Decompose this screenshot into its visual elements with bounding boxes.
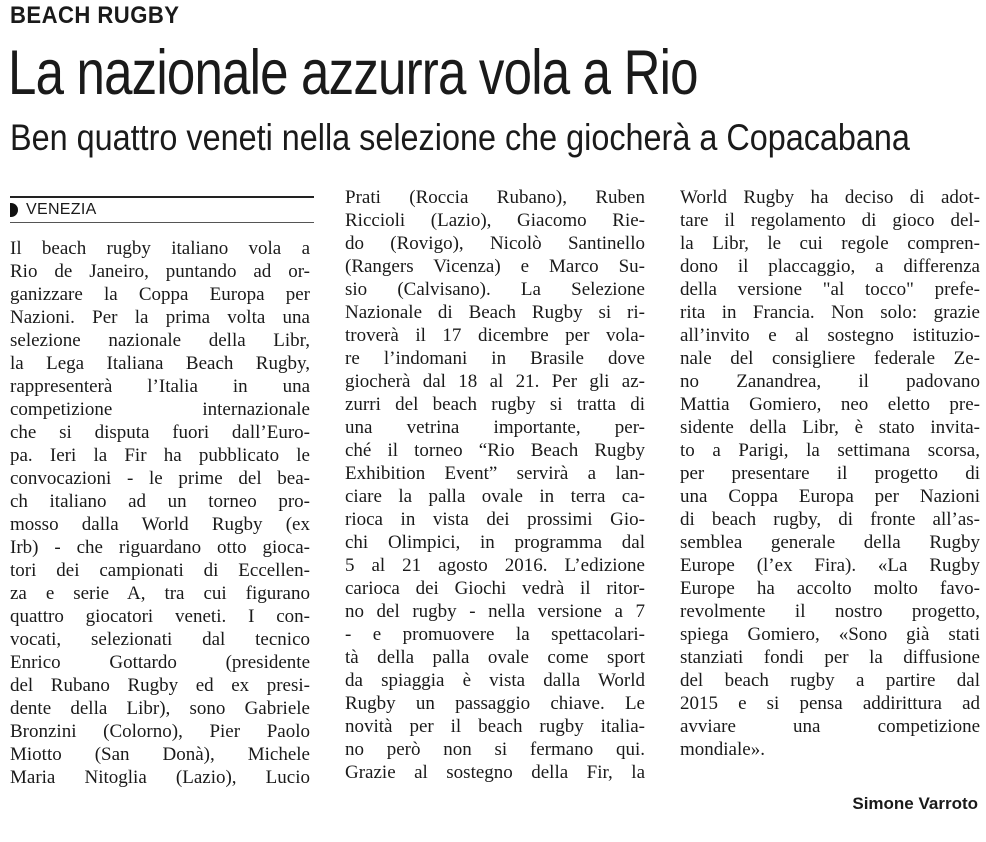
article-line: competizione internazionale <box>10 399 310 420</box>
section-kicker: BEACH RUGBY <box>10 2 180 29</box>
article-line: za e serie A, tra cui figurano <box>10 583 310 604</box>
article-line: tà della palla ovale come sport <box>345 647 645 668</box>
article-line: una Coppa Europa per Nazioni <box>680 486 980 507</box>
article-line: ché il torneo “Rio Beach Rugby <box>345 440 645 461</box>
article-line: ciare la palla ovale in terra ca- <box>345 486 645 507</box>
article-line: selezione nazionale della Libr, <box>10 330 310 351</box>
article-line: rappresenterà l’Italia in una <box>10 376 310 397</box>
article-line: Il beach rugby italiano vola a <box>10 238 310 259</box>
article-line: no Zanandrea, il padovano <box>680 371 980 392</box>
article-line: vocati, selezionati dal tecnico <box>10 629 310 650</box>
article-line: ch italiano ad un torneo pro- <box>10 491 310 512</box>
article-line: all’invito e al sostegno istituzio- <box>680 325 980 346</box>
article-line: chi Olimpici, in programma dal <box>345 532 645 553</box>
article-line: convocazioni - le prime del bea- <box>10 468 310 489</box>
article-line: Miotto (San Donà), Michele <box>10 744 310 765</box>
article-column-3 <box>680 186 980 761</box>
article-line: mondiale». <box>680 739 765 760</box>
article-line: dente della Libr), sono Gabriele <box>10 698 310 719</box>
article-line: Rugby un passaggio chiave. Le <box>345 693 645 714</box>
article-line: revolmente il nostro progetto, <box>680 601 980 622</box>
article-line: una vetrina importante, per- <box>345 417 645 438</box>
article-line: sio (Calvisano). La Selezione <box>345 279 645 300</box>
article-line: di beach rugby, di fronte all’as- <box>680 509 980 530</box>
article-line: la Libr, le cui regole compren- <box>680 233 980 254</box>
dateline-bottom-rule <box>10 222 314 223</box>
dateline <box>10 199 97 221</box>
article-line: che si disputa fuori dall’Euro- <box>10 422 310 443</box>
dateline-location: VENEZIA <box>26 201 97 218</box>
article-line: Riccioli (Lazio), Giacomo Rie- <box>345 210 645 231</box>
article-line: World Rugby ha deciso di adot- <box>680 187 980 208</box>
article-line: giocherà dal 18 al 21. Per gli az- <box>345 371 645 392</box>
article-line: Exhibition Event” servirà a lan- <box>345 463 645 484</box>
article-line: Irb) - che riguardano otto gioca- <box>10 537 310 558</box>
article-line: nale del consigliere federale Ze- <box>680 348 980 369</box>
article-column-2 <box>345 186 645 784</box>
article-line: da spiaggia è vista dalla World <box>345 670 645 691</box>
article-line: ganizzare la Coppa Europa per <box>10 284 310 305</box>
article-line: novità per il beach rugby italia- <box>345 716 645 737</box>
article-line: stanziati fondi per la diffusione <box>680 647 980 668</box>
article-line: mosso dalla World Rugby (ex <box>10 514 310 535</box>
article-line: to a Parigi, la settimana scorsa, <box>680 440 980 461</box>
article-line: Prati (Roccia Rubano), Ruben <box>345 187 645 208</box>
article-column-1 <box>10 237 310 789</box>
article-line: Bronzini (Colorno), Pier Paolo <box>10 721 310 742</box>
article-line: quattro giocatori veneti. I con- <box>10 606 310 627</box>
article-line: Rio de Janeiro, puntando ad or- <box>10 261 310 282</box>
article-line: per presentare il progetto di <box>680 463 980 484</box>
article-line: la Lega Italiana Beach Rugby, <box>10 353 310 374</box>
article-line: del Rubano Rugby ed ex presi- <box>10 675 310 696</box>
article-line: della versione "al tocco" prefe- <box>680 279 980 300</box>
article-line: re l’indomani in Brasile dove <box>345 348 645 369</box>
article-line: rioca in vista dei prossimi Gio- <box>345 509 645 530</box>
article-line: Maria Nitoglia (Lazio), Lucio <box>10 767 310 788</box>
article-line: sidente della Libr, è stato invita- <box>680 417 980 438</box>
article-line: do (Rovigo), Nicolò Santinello <box>345 233 645 254</box>
article-line: dono il placcaggio, a differenza <box>680 256 980 277</box>
article-line: carioca dei Giochi vedrà il ritor- <box>345 578 645 599</box>
article-line: tare il regolamento di gioco del- <box>680 210 980 231</box>
article-line: Grazie al sostegno della Fir, la <box>345 762 645 783</box>
article-line: Mattia Gomiero, neo eletto pre- <box>680 394 980 415</box>
article-line: 2015 e si pensa addirittura ad <box>680 693 980 714</box>
article-line: Nazionale di Beach Rugby si ri- <box>345 302 645 323</box>
article-line: del beach rugby a partire dal <box>680 670 980 691</box>
byline: Simone Varroto <box>852 794 978 813</box>
dateline-marker-icon <box>10 203 18 217</box>
article-line: no però non si fermano qui. <box>345 739 645 760</box>
article-line: semblea generale della Rugby <box>680 532 980 553</box>
article-line: 5 al 21 agosto 2016. L’edizione <box>345 555 645 576</box>
article-line: (Rangers Vicenza) e Marco Su- <box>345 256 645 277</box>
article-line: Europe ha accolto molto favo- <box>680 578 980 599</box>
dateline-top-rule <box>10 196 314 198</box>
subheadline: Ben quattro veneti nella selezione che giocherà a Copacabana <box>10 117 910 158</box>
headline: La nazionale azzurra vola a Rio <box>8 38 698 108</box>
article-line: Enrico Gottardo (presidente <box>10 652 310 673</box>
article-line: Europe (l’ex Fira). «La Rugby <box>680 555 980 576</box>
article-line: spiega Gomiero, «Sono già stati <box>680 624 980 645</box>
article-line: no del rugby - nella versione a 7 <box>345 601 645 622</box>
article-line: - e promuovere la spettacolari- <box>345 624 645 645</box>
article-line: troverà il 17 dicembre per vola- <box>345 325 645 346</box>
article-line: pa. Ieri la Fir ha pubblicato le <box>10 445 310 466</box>
article-line: tori dei campionati di Eccellen- <box>10 560 310 581</box>
article-line: Nazioni. Per la prima volta una <box>10 307 310 328</box>
article-line: rita in Francia. Non solo: grazie <box>680 302 980 323</box>
article-line: avviare una competizione <box>680 716 980 737</box>
article-line: zurri del beach rugby si tratta di <box>345 394 645 415</box>
